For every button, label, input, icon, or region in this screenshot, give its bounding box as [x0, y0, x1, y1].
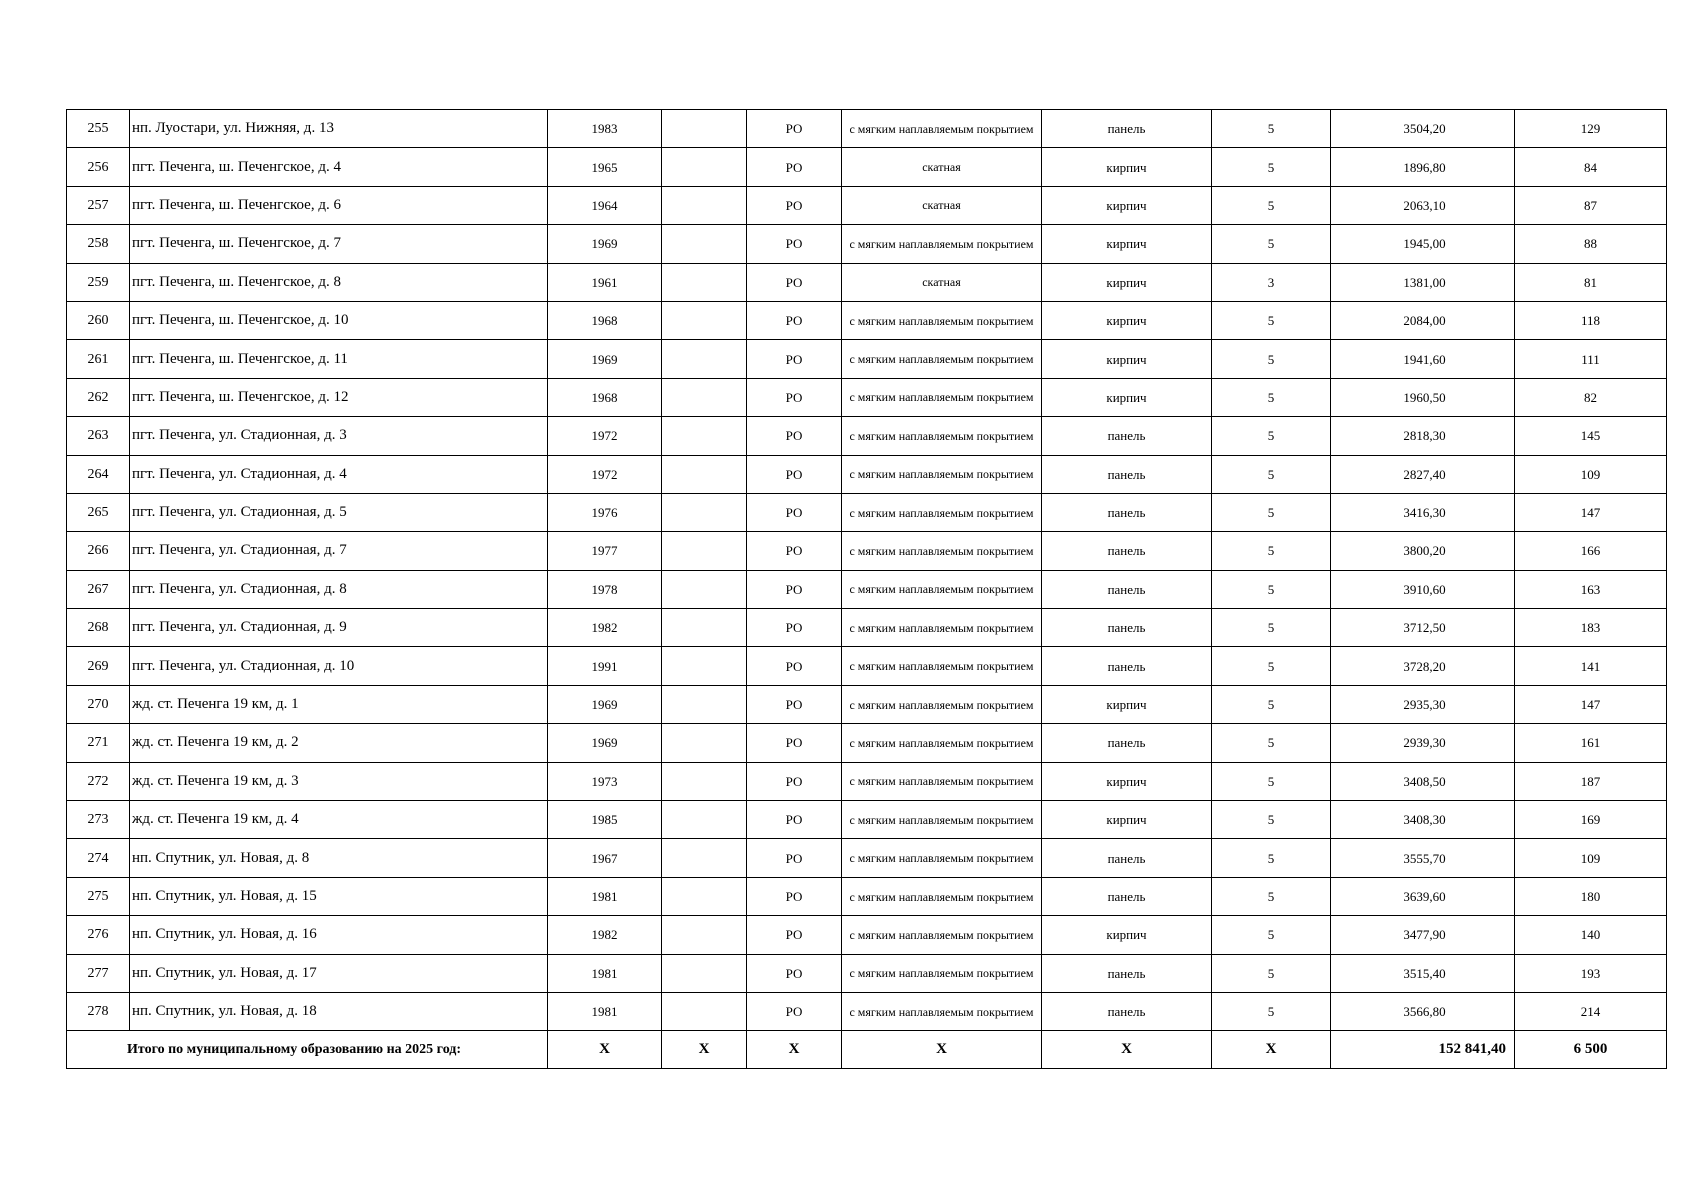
cell-roof: с мягким наплавляемым покрытием [842, 340, 1042, 378]
cell-wall: кирпич [1042, 186, 1212, 224]
table-row [67, 685, 1667, 723]
cell-fund: РО [747, 148, 842, 186]
cell-fund: РО [747, 724, 842, 762]
cell-residents: 169 [1515, 801, 1667, 839]
cell-residents: 163 [1515, 570, 1667, 608]
cell-year: 1973 [548, 762, 662, 800]
cell-number: 264 [67, 455, 130, 493]
cell-residents: 84 [1515, 148, 1667, 186]
total-wall: X [1042, 1031, 1212, 1069]
cell-floors: 5 [1212, 801, 1331, 839]
cell-area: 3515,40 [1331, 954, 1515, 992]
table-row [67, 954, 1667, 992]
cell-area: 3712,50 [1331, 609, 1515, 647]
cell-area: 3408,50 [1331, 762, 1515, 800]
cell-area: 3800,20 [1331, 532, 1515, 570]
cell-floors: 5 [1212, 762, 1331, 800]
cell-wall: кирпич [1042, 378, 1212, 416]
cell-address: нп. Луостари, ул. Нижняя, д. 13 [130, 110, 548, 148]
cell-roof: с мягким наплавляемым покрытием [842, 992, 1042, 1030]
cell-year: 1981 [548, 992, 662, 1030]
cell-number: 274 [67, 839, 130, 877]
cell-area: 2084,00 [1331, 301, 1515, 339]
cell-col4 [662, 762, 747, 800]
cell-area: 1941,60 [1331, 340, 1515, 378]
cell-address: пгт. Печенга, ш. Печенгское, д. 4 [130, 148, 548, 186]
cell-fund: РО [747, 455, 842, 493]
total-floors: X [1212, 1031, 1331, 1069]
cell-roof: с мягким наплавляемым покрытием [842, 301, 1042, 339]
cell-year: 1969 [548, 685, 662, 723]
cell-year: 1964 [548, 186, 662, 224]
cell-address: пгт. Печенга, ул. Стадионная, д. 5 [130, 493, 548, 531]
cell-number: 262 [67, 378, 130, 416]
cell-wall: панель [1042, 724, 1212, 762]
table-row [67, 417, 1667, 455]
table-row [67, 225, 1667, 263]
table-row [67, 916, 1667, 954]
cell-roof: с мягким наплавляемым покрытием [842, 685, 1042, 723]
cell-year: 1982 [548, 916, 662, 954]
cell-col4 [662, 570, 747, 608]
cell-wall: панель [1042, 570, 1212, 608]
cell-area: 1960,50 [1331, 378, 1515, 416]
cell-fund: РО [747, 801, 842, 839]
cell-fund: РО [747, 340, 842, 378]
cell-number: 275 [67, 877, 130, 915]
cell-roof: с мягким наплавляемым покрытием [842, 762, 1042, 800]
table-body [67, 110, 1667, 1069]
cell-year: 1978 [548, 570, 662, 608]
total-row [67, 1031, 1667, 1069]
cell-roof: с мягким наплавляемым покрытием [842, 877, 1042, 915]
table-row [67, 455, 1667, 493]
cell-address: пгт. Печенга, ул. Стадионная, д. 7 [130, 532, 548, 570]
cell-roof: с мягким наплавляемым покрытием [842, 570, 1042, 608]
cell-wall: панель [1042, 877, 1212, 915]
cell-col4 [662, 916, 747, 954]
table-row [67, 301, 1667, 339]
cell-residents: 140 [1515, 916, 1667, 954]
cell-address: нп. Спутник, ул. Новая, д. 17 [130, 954, 548, 992]
cell-year: 1969 [548, 340, 662, 378]
cell-floors: 5 [1212, 110, 1331, 148]
cell-address: пгт. Печенга, ш. Печенгское, д. 7 [130, 225, 548, 263]
total-label: Итого по муниципальному образованию на 2025 год: [67, 1031, 548, 1069]
cell-col4 [662, 455, 747, 493]
cell-address: пгт. Печенга, ш. Печенгское, д. 12 [130, 378, 548, 416]
table-row [67, 992, 1667, 1030]
cell-floors: 5 [1212, 916, 1331, 954]
cell-area: 2935,30 [1331, 685, 1515, 723]
table-row [67, 110, 1667, 148]
cell-fund: РО [747, 647, 842, 685]
cell-year: 1976 [548, 493, 662, 531]
table-row [67, 609, 1667, 647]
cell-wall: панель [1042, 609, 1212, 647]
cell-floors: 5 [1212, 186, 1331, 224]
cell-address: жд. ст. Печенга 19 км, д. 2 [130, 724, 548, 762]
cell-fund: РО [747, 186, 842, 224]
cell-address: жд. ст. Печенга 19 км, д. 4 [130, 801, 548, 839]
cell-residents: 109 [1515, 455, 1667, 493]
cell-col4 [662, 647, 747, 685]
cell-col4 [662, 801, 747, 839]
cell-floors: 5 [1212, 992, 1331, 1030]
cell-roof: с мягким наплавляемым покрытием [842, 916, 1042, 954]
cell-number: 272 [67, 762, 130, 800]
cell-col4 [662, 417, 747, 455]
cell-col4 [662, 186, 747, 224]
cell-number: 265 [67, 493, 130, 531]
cell-floors: 5 [1212, 532, 1331, 570]
cell-residents: 147 [1515, 493, 1667, 531]
table-row [67, 762, 1667, 800]
cell-floors: 5 [1212, 839, 1331, 877]
cell-residents: 147 [1515, 685, 1667, 723]
cell-fund: РО [747, 263, 842, 301]
table-row [67, 801, 1667, 839]
cell-floors: 5 [1212, 225, 1331, 263]
cell-floors: 5 [1212, 301, 1331, 339]
cell-area: 1381,00 [1331, 263, 1515, 301]
houses-table [66, 109, 1667, 1069]
cell-wall: панель [1042, 954, 1212, 992]
cell-area: 3416,30 [1331, 493, 1515, 531]
cell-residents: 129 [1515, 110, 1667, 148]
cell-residents: 161 [1515, 724, 1667, 762]
cell-roof: с мягким наплавляемым покрытием [842, 493, 1042, 531]
cell-area: 3555,70 [1331, 839, 1515, 877]
cell-roof: с мягким наплавляемым покрытием [842, 647, 1042, 685]
table-row [67, 148, 1667, 186]
cell-fund: РО [747, 225, 842, 263]
cell-wall: кирпич [1042, 762, 1212, 800]
cell-residents: 118 [1515, 301, 1667, 339]
cell-area: 3477,90 [1331, 916, 1515, 954]
cell-residents: 166 [1515, 532, 1667, 570]
table-row [67, 493, 1667, 531]
cell-residents: 193 [1515, 954, 1667, 992]
cell-roof: с мягким наплавляемым покрытием [842, 724, 1042, 762]
cell-address: жд. ст. Печенга 19 км, д. 1 [130, 685, 548, 723]
cell-col4 [662, 263, 747, 301]
cell-fund: РО [747, 493, 842, 531]
cell-wall: кирпич [1042, 301, 1212, 339]
cell-fund: РО [747, 532, 842, 570]
cell-fund: РО [747, 954, 842, 992]
cell-year: 1981 [548, 954, 662, 992]
cell-number: 268 [67, 609, 130, 647]
cell-year: 1967 [548, 839, 662, 877]
cell-wall: кирпич [1042, 225, 1212, 263]
cell-address: пгт. Печенга, ул. Стадионная, д. 10 [130, 647, 548, 685]
cell-wall: кирпич [1042, 685, 1212, 723]
cell-residents: 180 [1515, 877, 1667, 915]
cell-roof: скатная [842, 263, 1042, 301]
cell-number: 277 [67, 954, 130, 992]
cell-address: пгт. Печенга, ул. Стадионная, д. 9 [130, 609, 548, 647]
cell-wall: панель [1042, 455, 1212, 493]
cell-fund: РО [747, 839, 842, 877]
cell-fund: РО [747, 877, 842, 915]
cell-floors: 3 [1212, 263, 1331, 301]
cell-number: 257 [67, 186, 130, 224]
cell-address: пгт. Печенга, ш. Печенгское, д. 10 [130, 301, 548, 339]
cell-residents: 88 [1515, 225, 1667, 263]
cell-year: 1983 [548, 110, 662, 148]
cell-year: 1977 [548, 532, 662, 570]
cell-residents: 141 [1515, 647, 1667, 685]
cell-fund: РО [747, 301, 842, 339]
cell-floors: 5 [1212, 378, 1331, 416]
cell-number: 278 [67, 992, 130, 1030]
cell-residents: 87 [1515, 186, 1667, 224]
cell-number: 260 [67, 301, 130, 339]
cell-year: 1968 [548, 301, 662, 339]
cell-residents: 145 [1515, 417, 1667, 455]
total-fund: X [747, 1031, 842, 1069]
table-row [67, 378, 1667, 416]
cell-floors: 5 [1212, 570, 1331, 608]
cell-wall: кирпич [1042, 340, 1212, 378]
cell-number: 270 [67, 685, 130, 723]
cell-col4 [662, 493, 747, 531]
cell-year: 1969 [548, 724, 662, 762]
cell-roof: с мягким наплавляемым покрытием [842, 378, 1042, 416]
cell-number: 267 [67, 570, 130, 608]
cell-year: 1982 [548, 609, 662, 647]
cell-address: пгт. Печенга, ш. Печенгское, д. 6 [130, 186, 548, 224]
cell-year: 1968 [548, 378, 662, 416]
cell-roof: с мягким наплавляемым покрытием [842, 954, 1042, 992]
cell-floors: 5 [1212, 455, 1331, 493]
cell-wall: кирпич [1042, 263, 1212, 301]
cell-area: 3728,20 [1331, 647, 1515, 685]
cell-roof: скатная [842, 148, 1042, 186]
cell-col4 [662, 301, 747, 339]
table-row [67, 532, 1667, 570]
cell-wall: кирпич [1042, 801, 1212, 839]
cell-year: 1961 [548, 263, 662, 301]
cell-area: 1945,00 [1331, 225, 1515, 263]
cell-roof: с мягким наплавляемым покрытием [842, 110, 1042, 148]
cell-number: 271 [67, 724, 130, 762]
cell-floors: 5 [1212, 954, 1331, 992]
cell-year: 1972 [548, 455, 662, 493]
cell-roof: с мягким наплавляемым покрытием [842, 225, 1042, 263]
cell-col4 [662, 340, 747, 378]
cell-area: 3504,20 [1331, 110, 1515, 148]
cell-address: нп. Спутник, ул. Новая, д. 18 [130, 992, 548, 1030]
cell-residents: 183 [1515, 609, 1667, 647]
cell-number: 273 [67, 801, 130, 839]
cell-number: 266 [67, 532, 130, 570]
cell-col4 [662, 532, 747, 570]
cell-number: 269 [67, 647, 130, 685]
cell-residents: 81 [1515, 263, 1667, 301]
cell-roof: с мягким наплавляемым покрытием [842, 839, 1042, 877]
cell-col4 [662, 110, 747, 148]
cell-year: 1965 [548, 148, 662, 186]
cell-number: 259 [67, 263, 130, 301]
cell-number: 256 [67, 148, 130, 186]
cell-area: 2818,30 [1331, 417, 1515, 455]
cell-fund: РО [747, 685, 842, 723]
table-row [67, 877, 1667, 915]
total-col4: X [662, 1031, 747, 1069]
cell-fund: РО [747, 378, 842, 416]
cell-floors: 5 [1212, 609, 1331, 647]
cell-residents: 111 [1515, 340, 1667, 378]
table-row [67, 340, 1667, 378]
cell-fund: РО [747, 609, 842, 647]
cell-residents: 214 [1515, 992, 1667, 1030]
cell-area: 2939,30 [1331, 724, 1515, 762]
cell-floors: 5 [1212, 647, 1331, 685]
cell-area: 3639,60 [1331, 877, 1515, 915]
cell-floors: 5 [1212, 877, 1331, 915]
cell-roof: с мягким наплавляемым покрытием [842, 455, 1042, 493]
cell-address: пгт. Печенга, ул. Стадионная, д. 8 [130, 570, 548, 608]
cell-area: 3566,80 [1331, 992, 1515, 1030]
cell-address: пгт. Печенга, ш. Печенгское, д. 8 [130, 263, 548, 301]
cell-wall: панель [1042, 992, 1212, 1030]
cell-col4 [662, 839, 747, 877]
cell-fund: РО [747, 992, 842, 1030]
cell-col4 [662, 685, 747, 723]
cell-col4 [662, 609, 747, 647]
cell-number: 263 [67, 417, 130, 455]
cell-area: 1896,80 [1331, 148, 1515, 186]
cell-fund: РО [747, 417, 842, 455]
cell-col4 [662, 877, 747, 915]
cell-number: 258 [67, 225, 130, 263]
cell-floors: 5 [1212, 340, 1331, 378]
table-row [67, 570, 1667, 608]
cell-fund: РО [747, 110, 842, 148]
cell-floors: 5 [1212, 724, 1331, 762]
table-row [67, 263, 1667, 301]
cell-year: 1972 [548, 417, 662, 455]
cell-col4 [662, 724, 747, 762]
cell-address: пгт. Печенга, ул. Стадионная, д. 3 [130, 417, 548, 455]
cell-wall: кирпич [1042, 916, 1212, 954]
cell-wall: панель [1042, 839, 1212, 877]
cell-residents: 82 [1515, 378, 1667, 416]
cell-address: нп. Спутник, ул. Новая, д. 15 [130, 877, 548, 915]
cell-number: 261 [67, 340, 130, 378]
cell-address: пгт. Печенга, ш. Печенгское, д. 11 [130, 340, 548, 378]
cell-wall: панель [1042, 110, 1212, 148]
cell-roof: с мягким наплавляемым покрытием [842, 609, 1042, 647]
table-row [67, 186, 1667, 224]
cell-number: 255 [67, 110, 130, 148]
cell-roof: с мягким наплавляемым покрытием [842, 801, 1042, 839]
cell-col4 [662, 225, 747, 263]
total-area: 152 841,40 [1331, 1031, 1515, 1069]
cell-floors: 5 [1212, 685, 1331, 723]
cell-address: жд. ст. Печенга 19 км, д. 3 [130, 762, 548, 800]
cell-wall: кирпич [1042, 148, 1212, 186]
cell-floors: 5 [1212, 493, 1331, 531]
cell-year: 1969 [548, 225, 662, 263]
cell-col4 [662, 954, 747, 992]
cell-fund: РО [747, 570, 842, 608]
cell-col4 [662, 148, 747, 186]
cell-roof: с мягким наплавляемым покрытием [842, 417, 1042, 455]
cell-fund: РО [747, 762, 842, 800]
cell-year: 1985 [548, 801, 662, 839]
cell-residents: 109 [1515, 839, 1667, 877]
cell-address: пгт. Печенга, ул. Стадионная, д. 4 [130, 455, 548, 493]
cell-wall: панель [1042, 647, 1212, 685]
table-row [67, 647, 1667, 685]
cell-wall: панель [1042, 417, 1212, 455]
cell-residents: 187 [1515, 762, 1667, 800]
cell-wall: панель [1042, 532, 1212, 570]
cell-year: 1991 [548, 647, 662, 685]
cell-roof: скатная [842, 186, 1042, 224]
cell-area: 3408,30 [1331, 801, 1515, 839]
table-row [67, 724, 1667, 762]
cell-address: нп. Спутник, ул. Новая, д. 16 [130, 916, 548, 954]
cell-roof: с мягким наплавляемым покрытием [842, 532, 1042, 570]
total-year: X [548, 1031, 662, 1069]
cell-area: 2827,40 [1331, 455, 1515, 493]
total-residents: 6 500 [1515, 1031, 1667, 1069]
cell-area: 2063,10 [1331, 186, 1515, 224]
cell-number: 276 [67, 916, 130, 954]
cell-col4 [662, 378, 747, 416]
cell-address: нп. Спутник, ул. Новая, д. 8 [130, 839, 548, 877]
total-roof: X [842, 1031, 1042, 1069]
cell-floors: 5 [1212, 417, 1331, 455]
cell-floors: 5 [1212, 148, 1331, 186]
cell-fund: РО [747, 916, 842, 954]
cell-wall: панель [1042, 493, 1212, 531]
cell-col4 [662, 992, 747, 1030]
cell-area: 3910,60 [1331, 570, 1515, 608]
table-row [67, 839, 1667, 877]
cell-year: 1981 [548, 877, 662, 915]
